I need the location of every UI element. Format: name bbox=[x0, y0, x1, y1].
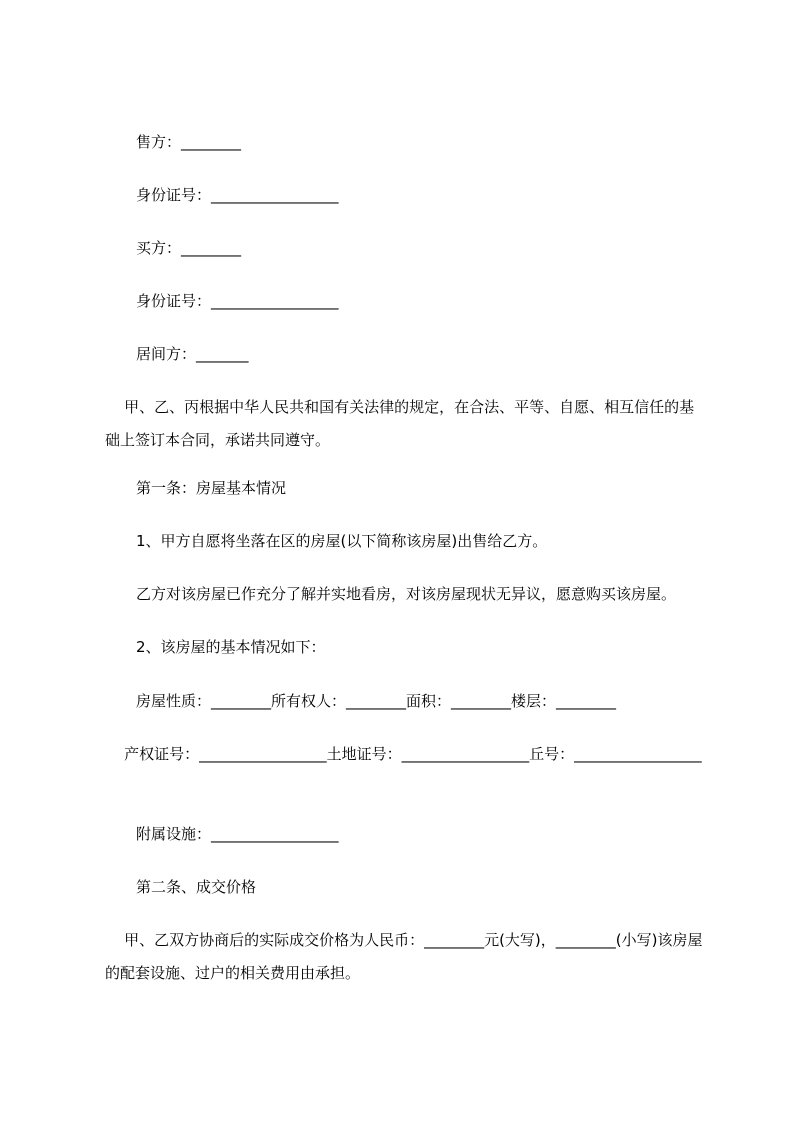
property-info-line: 房屋性质：________所有权人：________面积：________楼层：________ bbox=[136, 692, 617, 710]
certificates-line: 产权证号：_________________土地证号：_________________丘号：_________________ bbox=[105, 745, 702, 763]
agent-line: 居间方：_______ bbox=[136, 345, 249, 363]
article1-title: 第一条：房屋基本情况 bbox=[136, 479, 287, 497]
article1-item1: 1、甲方自愿将坐落在区的房屋(以下简称该房屋)出售给乙方。 bbox=[136, 532, 548, 550]
intro-paragraph: 甲、乙、丙根据中华人民共和国有关法律的规定，在合法、平等、自愿、相互信任的基础上签订本合同，承诺共同遵守。 bbox=[105, 398, 695, 449]
buyer-line: 买方：________ bbox=[136, 239, 242, 257]
seller-id-line: 身份证号：_________________ bbox=[136, 186, 339, 204]
facilities-line: 附属设施：_________________ bbox=[136, 825, 339, 843]
price-clause: 甲、乙双方协商后的实际成交价格为人民币：________元(大写)，________(小写)该房屋的配套设施、过户的相关费用由承担。 bbox=[105, 931, 703, 982]
seller-line: 售方：________ bbox=[136, 133, 242, 151]
article2-title: 第二条、成交价格 bbox=[136, 878, 257, 896]
buyer-id-line: 身份证号：_________________ bbox=[136, 292, 339, 310]
article1-item2: 2、该房屋的基本情况如下： bbox=[136, 638, 326, 656]
article1-item1-note: 乙方对该房屋已作充分了解并实地看房，对该房屋现状无异议，愿意购买该房屋。 bbox=[136, 585, 677, 603]
